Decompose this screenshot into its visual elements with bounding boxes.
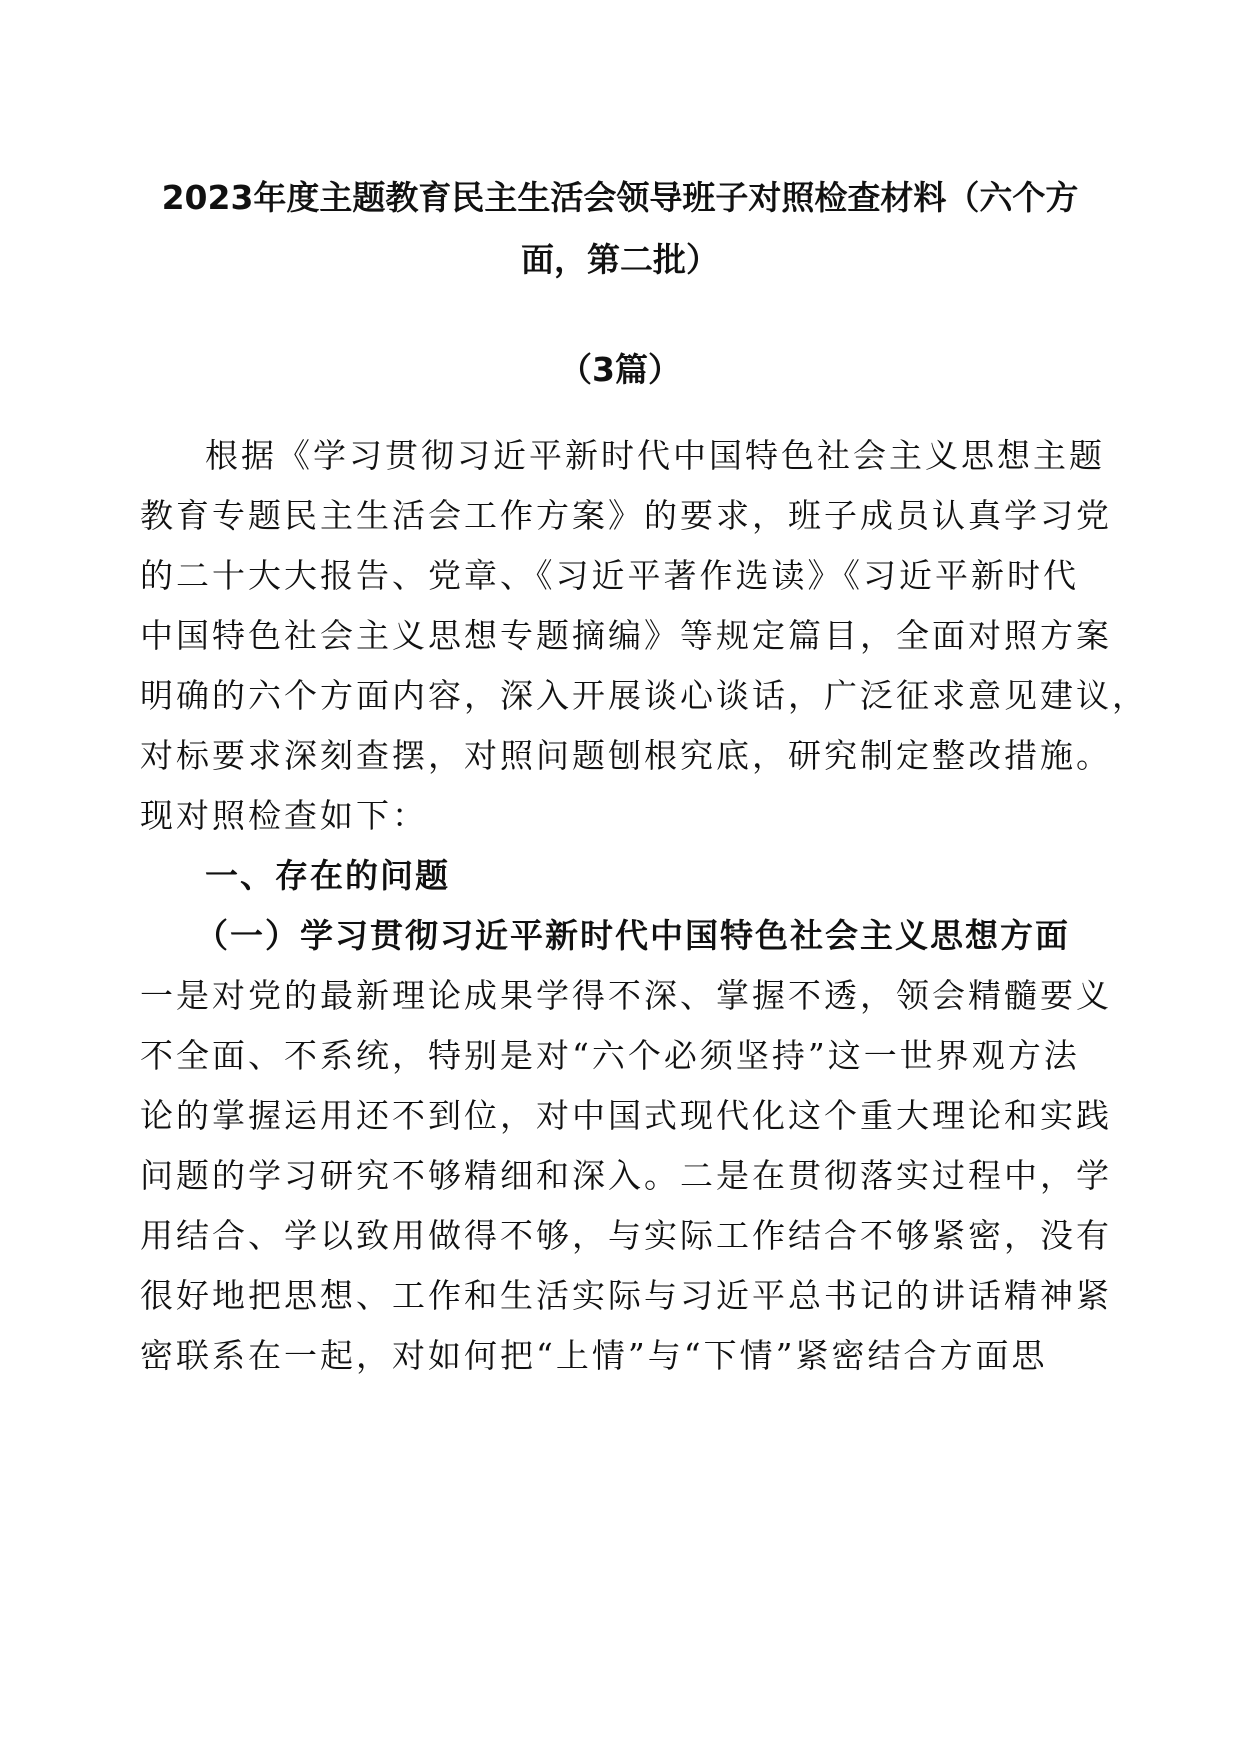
body-paragraph-line: 论的掌握运用还不到位，对中国式现代化这个重大理论和实践: [140, 1096, 1112, 1135]
intro-paragraph-line: 教育专题民主生活会工作方案》的要求，班子成员认真学习党: [140, 496, 1112, 535]
intro-paragraph-line: 根据《学习贯彻习近平新时代中国特色社会主义思想主题: [205, 436, 1105, 475]
body-paragraph-line: 用结合、学以致用做得不够，与实际工作结合不够紧密，没有: [140, 1216, 1112, 1255]
document-subtitle: （3篇）: [559, 350, 681, 389]
body-paragraph-line: 一是对党的最新理论成果学得不深、掌握不透，领会精髓要义: [140, 976, 1112, 1015]
body-paragraph-line: 很好地把思想、工作和生活实际与习近平总书记的讲话精神紧: [140, 1276, 1112, 1315]
intro-paragraph-line: 现对照检查如下：: [140, 796, 428, 835]
intro-paragraph-line: 中国特色社会主义思想专题摘编》等规定篇目，全面对照方案: [140, 616, 1112, 655]
document-title-line-2: 面，第二批）: [521, 240, 719, 279]
section-heading-existing-problems: 一、存在的问题: [205, 856, 450, 895]
body-paragraph-line: 不全面、不系统，特别是对“六个必须坚持”这一世界观方法: [140, 1036, 1080, 1075]
intro-paragraph-line: 明确的六个方面内容，深入开展谈心谈话，广泛征求意见建议，: [140, 676, 1148, 715]
body-paragraph-line: 密联系在一起，对如何把“上情”与“下情”紧密结合方面思: [140, 1336, 1048, 1375]
intro-paragraph-line: 的二十大大报告、党章、《习近平著作选读》《习近平新时代: [140, 556, 1079, 595]
document-title-line-1: 2023年度主题教育民主生活会领导班子对照检查材料（六个方: [161, 178, 1079, 217]
body-paragraph-line: 问题的学习研究不够精细和深入。二是在贯彻落实过程中，学: [140, 1156, 1112, 1195]
subsection-heading-study-thought: （一）学习贯彻习近平新时代中国特色社会主义思想方面: [195, 916, 1070, 955]
intro-paragraph-line: 对标要求深刻查摆，对照问题刨根究底，研究制定整改措施。: [140, 736, 1112, 775]
